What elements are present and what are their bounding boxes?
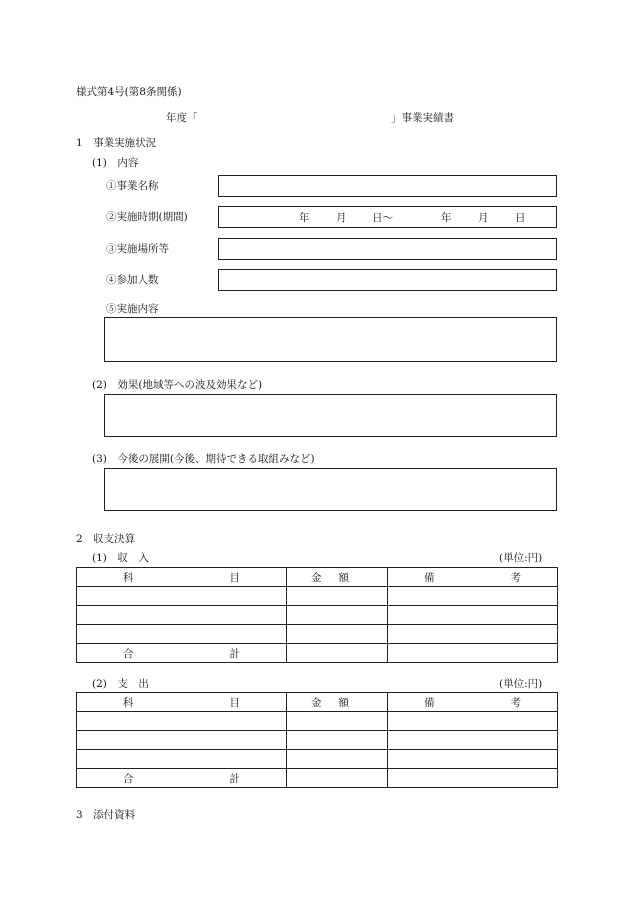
period-field[interactable] (218, 206, 557, 228)
label-period: ②実施時期(期間) (106, 211, 188, 223)
label-content: ⑤実施内容 (106, 303, 159, 315)
income-table (76, 567, 558, 663)
section-3-heading: 3 添付資料 (76, 809, 136, 821)
header-amount: 金 額 (287, 568, 388, 587)
place-field[interactable] (218, 238, 557, 260)
expense-table (76, 692, 558, 788)
project-name-field[interactable] (218, 175, 557, 197)
total-note-cell[interactable] (388, 644, 558, 663)
header-item: 科 目 (77, 693, 287, 712)
period-day-2: 日 (515, 212, 526, 224)
subsection-1-1: (1) 内容 (92, 157, 139, 169)
period-year-1: 年 (299, 212, 310, 224)
total-row (77, 644, 558, 663)
period-year-2: 年 (441, 212, 452, 224)
total-note-cell[interactable] (388, 769, 558, 788)
total-amount-cell[interactable] (287, 644, 388, 663)
effect-field[interactable] (104, 394, 557, 437)
section-2-heading: 2 収支決算 (76, 533, 136, 545)
period-month-1: 月 (336, 212, 347, 224)
table-header-row (77, 568, 558, 587)
label-place: ③実施場所等 (106, 243, 169, 255)
income-unit: (単位:円) (499, 552, 543, 564)
table-row[interactable] (77, 750, 558, 769)
total-amount-cell[interactable] (287, 769, 388, 788)
period-month-2: 月 (478, 212, 489, 224)
participants-field[interactable] (218, 269, 557, 291)
total-label: 合 計 (77, 644, 287, 663)
header-amount: 金 額 (287, 693, 388, 712)
table-row[interactable] (77, 606, 558, 625)
form-number: 様式第4号(第8条関係) (76, 86, 182, 98)
header-item: 科 目 (77, 568, 287, 587)
subsection-1-3: (3) 今後の展開(今後、期待できる取組みなど) (92, 453, 315, 465)
table-row[interactable] (77, 587, 558, 606)
expense-unit: (単位:円) (499, 678, 543, 690)
table-row[interactable] (77, 625, 558, 644)
header-note: 備 考 (388, 693, 558, 712)
table-header-row (77, 693, 558, 712)
income-label: (1) 収 入 (92, 552, 149, 564)
expense-label: (2) 支 出 (92, 678, 149, 690)
period-day-1: 日～ (372, 212, 393, 224)
table-row[interactable] (77, 731, 558, 750)
label-participants: ④参加人数 (106, 274, 159, 286)
header-note: 備 考 (388, 568, 558, 587)
section-1-heading: 1 事業実施状況 (76, 137, 157, 149)
label-project-name: ①事業名称 (106, 180, 159, 192)
subsection-1-2: (2) 効果(地域等への波及効果など) (92, 379, 263, 391)
future-field[interactable] (104, 468, 557, 511)
title-suffix: 」事業実績書 (391, 112, 454, 124)
total-label: 合 計 (77, 769, 287, 788)
table-row[interactable] (77, 712, 558, 731)
total-row (77, 769, 558, 788)
title-prefix: 年度「 (166, 112, 198, 124)
content-field[interactable] (104, 317, 557, 362)
